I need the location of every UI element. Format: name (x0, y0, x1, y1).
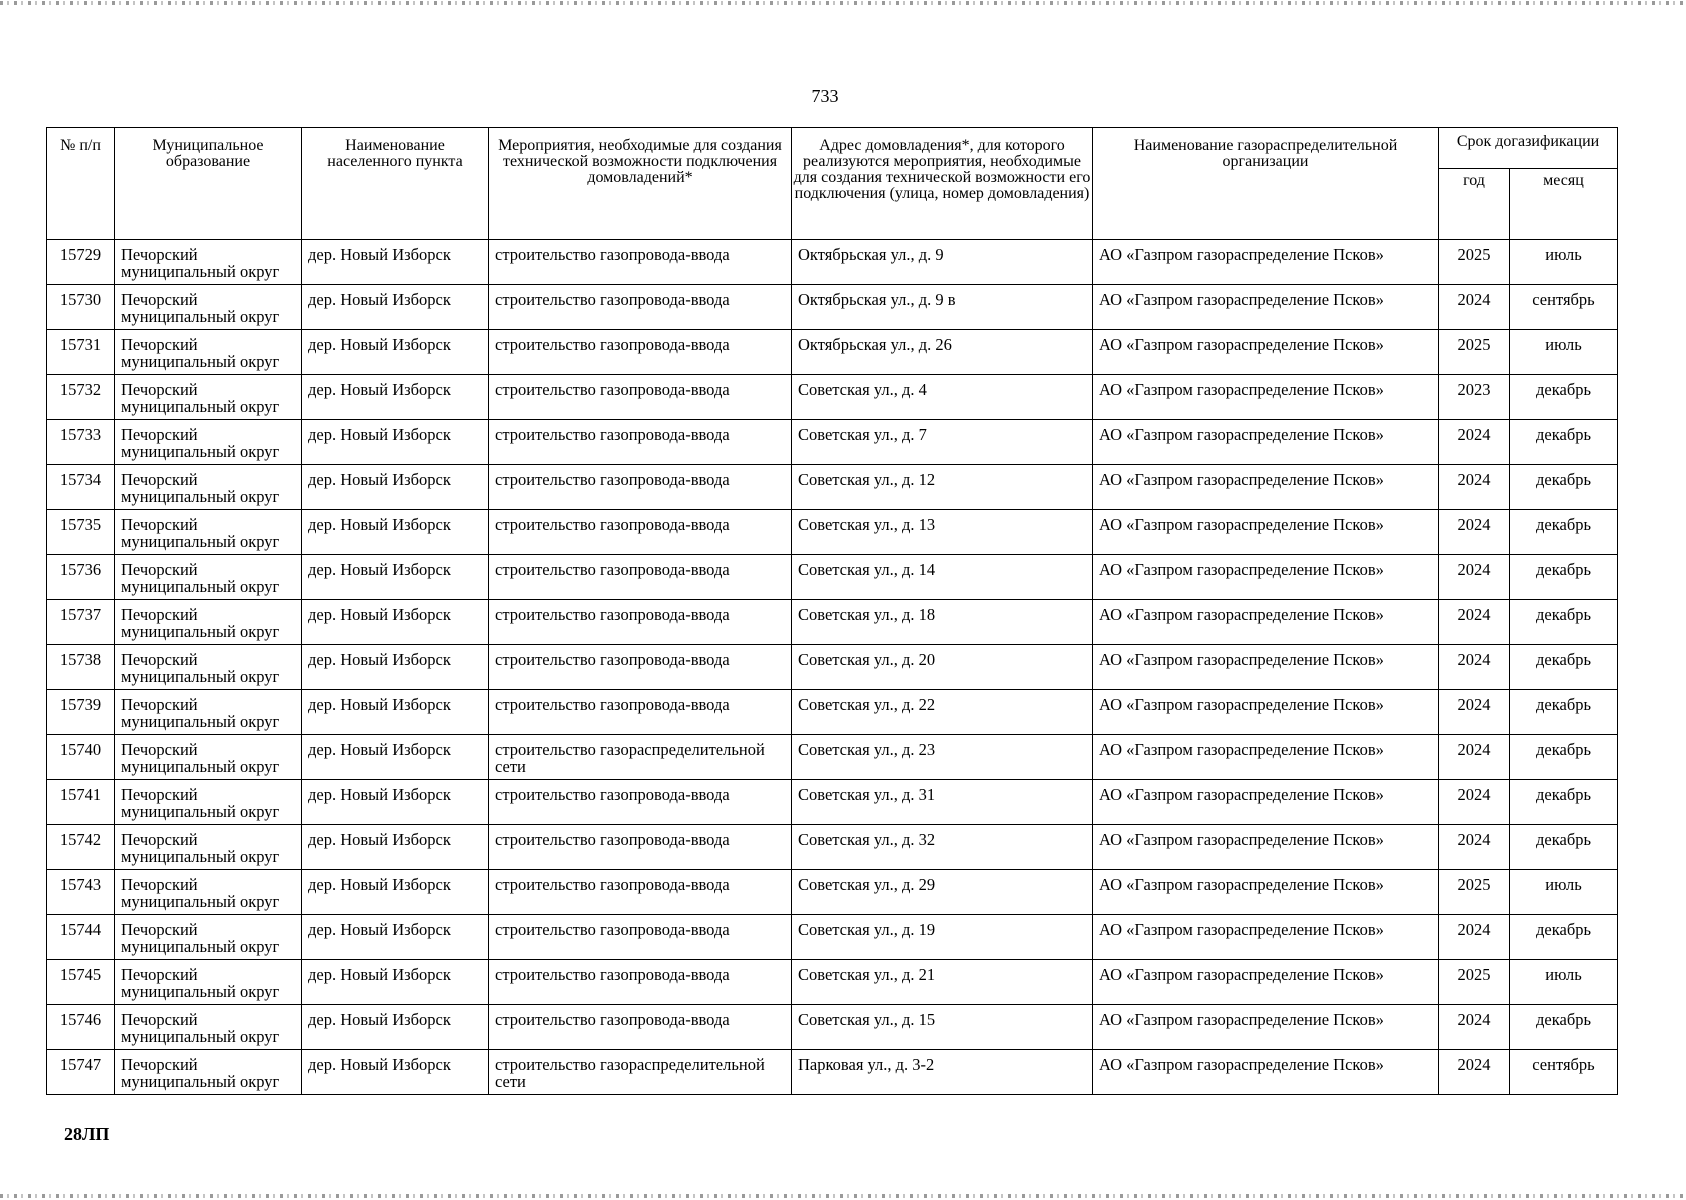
year-cell: 2024 (1439, 285, 1510, 330)
settlement-cell: дер. Новый Изборск (302, 870, 489, 915)
table-row (47, 915, 1618, 960)
organization-cell: АО «Газпром газораспределение Псков» (1093, 780, 1439, 825)
organization-cell: АО «Газпром газораспределение Псков» (1093, 1005, 1439, 1050)
address-cell: Октябрьская ул., д. 9 (792, 240, 1093, 285)
row-number: 15742 (47, 825, 115, 870)
measure-cell: строительство газопровода-ввода (489, 285, 792, 330)
header-organization: Наименование газораспределительной организации (1093, 128, 1439, 240)
month-cell: декабрь (1510, 555, 1618, 600)
table-row (47, 780, 1618, 825)
table-row (47, 420, 1618, 465)
year-cell: 2024 (1439, 780, 1510, 825)
settlement-cell: дер. Новый Изборск (302, 420, 489, 465)
organization-cell: АО «Газпром газораспределение Псков» (1093, 825, 1439, 870)
table-row (47, 825, 1618, 870)
organization-cell: АО «Газпром газораспределение Псков» (1093, 420, 1439, 465)
row-number: 15732 (47, 375, 115, 420)
month-cell: декабрь (1510, 465, 1618, 510)
municipality-cell: Печорский муниципальный округ (115, 960, 302, 1005)
month-cell: июль (1510, 870, 1618, 915)
header-month: месяц (1510, 169, 1618, 240)
settlement-cell: дер. Новый Изборск (302, 690, 489, 735)
settlement-cell: дер. Новый Изборск (302, 780, 489, 825)
page-number: 733 (811, 86, 839, 106)
organization-cell: АО «Газпром газораспределение Псков» (1093, 465, 1439, 510)
municipality-cell: Печорский муниципальный округ (115, 1050, 302, 1095)
table-row (47, 465, 1618, 510)
settlement-cell: дер. Новый Изборск (302, 1050, 489, 1095)
table-body (47, 240, 1618, 1095)
municipality-cell: Печорский муниципальный округ (115, 870, 302, 915)
row-number: 15735 (47, 510, 115, 555)
table-row (47, 240, 1618, 285)
measure-cell: строительство газопровода-ввода (489, 825, 792, 870)
municipality-cell: Печорский муниципальный округ (115, 915, 302, 960)
header-row (47, 128, 1618, 169)
row-number: 15733 (47, 420, 115, 465)
organization-cell: АО «Газпром газораспределение Псков» (1093, 330, 1439, 375)
table-row (47, 1050, 1618, 1095)
month-cell: декабрь (1510, 1005, 1618, 1050)
year-cell: 2024 (1439, 735, 1510, 780)
settlement-cell: дер. Новый Изборск (302, 645, 489, 690)
year-cell: 2025 (1439, 240, 1510, 285)
measure-cell: строительство газопровода-ввода (489, 870, 792, 915)
municipality-cell: Печорский муниципальный округ (115, 645, 302, 690)
measure-cell: строительство газопровода-ввода (489, 915, 792, 960)
organization-cell: АО «Газпром газораспределение Псков» (1093, 870, 1439, 915)
scan-edge-bottom (0, 1194, 1686, 1198)
settlement-cell: дер. Новый Изборск (302, 1005, 489, 1050)
year-cell: 2024 (1439, 510, 1510, 555)
row-number: 15746 (47, 1005, 115, 1050)
month-cell: сентябрь (1510, 1050, 1618, 1095)
row-number: 15729 (47, 240, 115, 285)
month-cell: декабрь (1510, 915, 1618, 960)
row-number: 15738 (47, 645, 115, 690)
municipality-cell: Печорский муниципальный округ (115, 825, 302, 870)
measure-cell: строительство газопровода-ввода (489, 645, 792, 690)
settlement-cell: дер. Новый Изборск (302, 915, 489, 960)
row-number: 15739 (47, 690, 115, 735)
organization-cell: АО «Газпром газораспределение Псков» (1093, 240, 1439, 285)
row-number: 15745 (47, 960, 115, 1005)
header-measures: Мероприятия, необходимые для создания технической возможности подключения домовладений* (489, 128, 792, 240)
organization-cell: АО «Газпром газораспределение Псков» (1093, 600, 1439, 645)
year-cell: 2024 (1439, 690, 1510, 735)
gasification-table (46, 127, 1618, 1095)
settlement-cell: дер. Новый Изборск (302, 285, 489, 330)
year-cell: 2025 (1439, 960, 1510, 1005)
month-cell: июль (1510, 960, 1618, 1005)
settlement-cell: дер. Новый Изборск (302, 600, 489, 645)
month-cell: сентябрь (1510, 285, 1618, 330)
address-cell: Октябрьская ул., д. 9 в (792, 285, 1093, 330)
address-cell: Советская ул., д. 15 (792, 1005, 1093, 1050)
row-number: 15736 (47, 555, 115, 600)
measure-cell: строительство газопровода-ввода (489, 780, 792, 825)
year-cell: 2024 (1439, 600, 1510, 645)
table-row (47, 1005, 1618, 1050)
row-number: 15744 (47, 915, 115, 960)
organization-cell: АО «Газпром газораспределение Псков» (1093, 690, 1439, 735)
address-cell: Парковая ул., д. 3-2 (792, 1050, 1093, 1095)
address-cell: Советская ул., д. 21 (792, 960, 1093, 1005)
year-cell: 2023 (1439, 375, 1510, 420)
table-row (47, 600, 1618, 645)
month-cell: декабрь (1510, 420, 1618, 465)
address-cell: Советская ул., д. 22 (792, 690, 1093, 735)
month-cell: июль (1510, 330, 1618, 375)
measure-cell: строительство газопровода-ввода (489, 510, 792, 555)
table-row (47, 510, 1618, 555)
organization-cell: АО «Газпром газораспределение Псков» (1093, 1050, 1439, 1095)
year-cell: 2024 (1439, 465, 1510, 510)
year-cell: 2024 (1439, 825, 1510, 870)
table-row (47, 735, 1618, 780)
municipality-cell: Печорский муниципальный округ (115, 1005, 302, 1050)
row-number: 15747 (47, 1050, 115, 1095)
year-cell: 2024 (1439, 555, 1510, 600)
settlement-cell: дер. Новый Изборск (302, 510, 489, 555)
header-address: Адрес домовладения*, для которого реализуются мероприятия, необходимые для создания технической возможности его подключения (улица, номер домовладения) (792, 128, 1093, 240)
measure-cell: строительство газопровода-ввода (489, 240, 792, 285)
row-number: 15731 (47, 330, 115, 375)
settlement-cell: дер. Новый Изборск (302, 465, 489, 510)
settlement-cell: дер. Новый Изборск (302, 375, 489, 420)
header-deadline: Срок догазификации (1439, 128, 1618, 169)
year-cell: 2025 (1439, 870, 1510, 915)
row-number: 15737 (47, 600, 115, 645)
measure-cell: строительство газораспределительной сети (489, 735, 792, 780)
address-cell: Советская ул., д. 32 (792, 825, 1093, 870)
address-cell: Советская ул., д. 18 (792, 600, 1093, 645)
municipality-cell: Печорский муниципальный округ (115, 735, 302, 780)
municipality-cell: Печорский муниципальный округ (115, 285, 302, 330)
header-municipality: Муниципальное образование (115, 128, 302, 240)
measure-cell: строительство газопровода-ввода (489, 960, 792, 1005)
settlement-cell: дер. Новый Изборск (302, 735, 489, 780)
table-row (47, 285, 1618, 330)
month-cell: декабрь (1510, 600, 1618, 645)
address-cell: Советская ул., д. 4 (792, 375, 1093, 420)
measure-cell: строительство газопровода-ввода (489, 420, 792, 465)
month-cell: декабрь (1510, 780, 1618, 825)
header-num: № п/п (47, 128, 115, 240)
organization-cell: АО «Газпром газораспределение Псков» (1093, 375, 1439, 420)
municipality-cell: Печорский муниципальный округ (115, 690, 302, 735)
month-cell: декабрь (1510, 690, 1618, 735)
row-number: 15743 (47, 870, 115, 915)
address-cell: Советская ул., д. 12 (792, 465, 1093, 510)
municipality-cell: Печорский муниципальный округ (115, 330, 302, 375)
municipality-cell: Печорский муниципальный округ (115, 510, 302, 555)
settlement-cell: дер. Новый Изборск (302, 240, 489, 285)
year-cell: 2024 (1439, 1005, 1510, 1050)
row-number: 15740 (47, 735, 115, 780)
month-cell: декабрь (1510, 825, 1618, 870)
settlement-cell: дер. Новый Изборск (302, 960, 489, 1005)
year-cell: 2024 (1439, 645, 1510, 690)
address-cell: Советская ул., д. 23 (792, 735, 1093, 780)
measure-cell: строительство газораспределительной сети (489, 1050, 792, 1095)
settlement-cell: дер. Новый Изборск (302, 330, 489, 375)
municipality-cell: Печорский муниципальный округ (115, 555, 302, 600)
settlement-cell: дер. Новый Изборск (302, 825, 489, 870)
measure-cell: строительство газопровода-ввода (489, 375, 792, 420)
organization-cell: АО «Газпром газораспределение Псков» (1093, 555, 1439, 600)
measure-cell: строительство газопровода-ввода (489, 1005, 792, 1050)
month-cell: июль (1510, 240, 1618, 285)
table-row (47, 645, 1618, 690)
municipality-cell: Печорский муниципальный округ (115, 600, 302, 645)
year-cell: 2025 (1439, 330, 1510, 375)
organization-cell: АО «Газпром газораспределение Псков» (1093, 735, 1439, 780)
measure-cell: строительство газопровода-ввода (489, 330, 792, 375)
measure-cell: строительство газопровода-ввода (489, 600, 792, 645)
year-cell: 2024 (1439, 420, 1510, 465)
month-cell: декабрь (1510, 645, 1618, 690)
table-row (47, 555, 1618, 600)
month-cell: декабрь (1510, 735, 1618, 780)
municipality-cell: Печорский муниципальный округ (115, 420, 302, 465)
year-cell: 2024 (1439, 915, 1510, 960)
address-cell: Советская ул., д. 13 (792, 510, 1093, 555)
table-row (47, 375, 1618, 420)
municipality-cell: Печорский муниципальный округ (115, 465, 302, 510)
organization-cell: АО «Газпром газораспределение Псков» (1093, 915, 1439, 960)
table-row (47, 690, 1618, 735)
address-cell: Советская ул., д. 20 (792, 645, 1093, 690)
year-cell: 2024 (1439, 1050, 1510, 1095)
settlement-cell: дер. Новый Изборск (302, 555, 489, 600)
municipality-cell: Печорский муниципальный округ (115, 240, 302, 285)
organization-cell: АО «Газпром газораспределение Псков» (1093, 960, 1439, 1005)
footer-code: 28ЛП (64, 1124, 110, 1144)
month-cell: декабрь (1510, 510, 1618, 555)
municipality-cell: Печорский муниципальный округ (115, 375, 302, 420)
measure-cell: строительство газопровода-ввода (489, 555, 792, 600)
table-row (47, 330, 1618, 375)
measure-cell: строительство газопровода-ввода (489, 465, 792, 510)
row-number: 15741 (47, 780, 115, 825)
address-cell: Советская ул., д. 7 (792, 420, 1093, 465)
measure-cell: строительство газопровода-ввода (489, 690, 792, 735)
organization-cell: АО «Газпром газораспределение Псков» (1093, 285, 1439, 330)
municipality-cell: Печорский муниципальный округ (115, 780, 302, 825)
address-cell: Советская ул., д. 29 (792, 870, 1093, 915)
address-cell: Октябрьская ул., д. 26 (792, 330, 1093, 375)
header-year: год (1439, 169, 1510, 240)
header-settlement: Наименование населенного пункта (302, 128, 489, 240)
scan-edge-top (0, 1, 1686, 5)
table-row (47, 960, 1618, 1005)
row-number: 15734 (47, 465, 115, 510)
address-cell: Советская ул., д. 14 (792, 555, 1093, 600)
organization-cell: АО «Газпром газораспределение Псков» (1093, 645, 1439, 690)
organization-cell: АО «Газпром газораспределение Псков» (1093, 510, 1439, 555)
address-cell: Советская ул., д. 31 (792, 780, 1093, 825)
table-row (47, 870, 1618, 915)
address-cell: Советская ул., д. 19 (792, 915, 1093, 960)
row-number: 15730 (47, 285, 115, 330)
month-cell: декабрь (1510, 375, 1618, 420)
